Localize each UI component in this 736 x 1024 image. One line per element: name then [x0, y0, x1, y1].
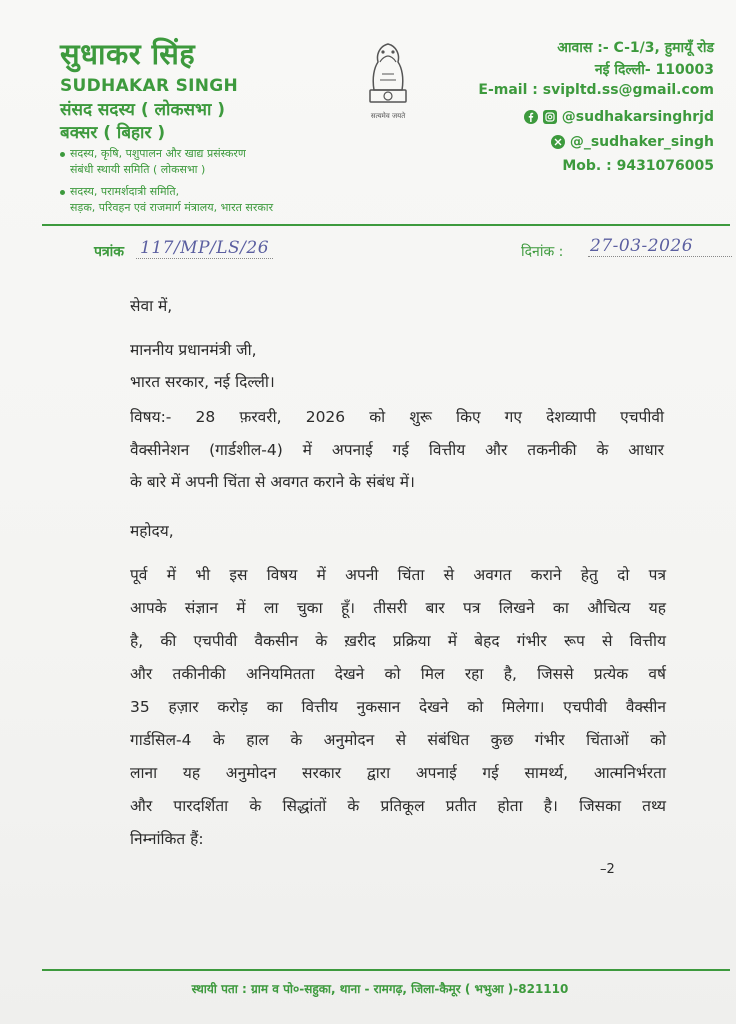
paragraph-line: और तकीनीकी अनियमितता देखने को मिल रहा है, जिससे प्रत्येक वर्ष: [130, 665, 666, 683]
paragraph-line: आपके संज्ञान में ला चुका हूँ। तीसरी बार पत्र लिखने का औचित्य यह: [130, 599, 666, 617]
sender-name-english: SUDHAKAR SINGH: [60, 76, 239, 96]
sender-post: संसद सदस्य ( लोकसभा ): [60, 100, 226, 120]
paragraph-line: निम्नांकित हैं:: [130, 830, 204, 848]
sender-constituency: बक्सर ( बिहार ): [60, 123, 166, 143]
national-emblem-icon: [356, 34, 420, 124]
instagram-icon: [543, 110, 557, 124]
committee-membership-2: [60, 184, 380, 216]
mobile-number: Mob. : 9431076005: [562, 158, 714, 174]
paragraph-line: और पारदर्शिता के सिद्धांतों के प्रतिकूल प्रतीत होता है। जिसका तथ्य: [130, 797, 666, 815]
date-value: 27-03-2026: [588, 236, 732, 257]
greeting: महोदय,: [130, 522, 174, 540]
residence-address-line1: आवास :- C-1/3, हुमायूँ रोड: [557, 40, 714, 56]
date-label: दिनांक :: [521, 244, 564, 260]
reference-label: पत्रांक: [94, 244, 125, 260]
facebook-handle: @sudhakarsinghrjd: [561, 109, 714, 125]
addressee-line1: माननीय प्रधानमंत्री जी,: [130, 341, 257, 359]
paragraph-line: 35 हज़ार करोड़ का वित्तीय नुकसान देखने को मिलेगा। एचपीवी वैक्सीन: [130, 698, 666, 716]
committee-2-line1: सदस्य, परामर्शदात्री समिति,: [70, 185, 180, 198]
x-handle-row: [551, 134, 714, 150]
committee-1-line2: संबंधी स्थायी समिति ( लोकसभा ): [70, 163, 206, 176]
salutation-to: सेवा में,: [130, 297, 173, 315]
permanent-address: स्थायी पता : ग्राम व पो०-सहुका, थाना - रामगढ़, जिला-कैमूर ( भभुआ )-821110: [191, 982, 569, 996]
paragraph-line: गार्डसिल-4 के हाल के अनुमोदन से संबंधित कुछ गंभीर चिंताओं को: [130, 731, 666, 749]
x-twitter-icon: [551, 135, 565, 149]
paragraph-line: लाना यह अनुमोदन सरकार द्वारा अपनाई गई सामर्थ्य, आत्मनिर्भरता: [130, 764, 666, 782]
reference-number: 117/MP/LS/26: [136, 238, 273, 259]
facebook-instagram-handle: [524, 109, 714, 125]
facebook-icon: [524, 110, 538, 124]
committee-membership-1: [60, 146, 380, 178]
email-address: E-mail : svipltd.ss@gmail.com: [478, 82, 714, 98]
bullet-icon: [60, 190, 65, 195]
bullet-icon: [60, 152, 65, 157]
sender-name-hindi: सुधाकर सिंह: [60, 37, 196, 71]
paragraph-line: है, की एचपीवी वैकसीन के ख़रीद प्रक्रिया में बेहद गंभीर रूप से वित्तीय: [130, 632, 666, 650]
x-handle: @_sudhaker_singh: [569, 134, 714, 150]
page-continuation-marker: –2: [600, 862, 615, 877]
subject-line: के बारे में अपनी चिंता से अवगत कराने के संबंध में।: [130, 473, 415, 491]
addressee-line2: भारत सरकार, नई दिल्ली।: [130, 373, 275, 391]
emblem-motto: सत्यमेव जयते: [370, 112, 406, 120]
paragraph-line: पूर्व में भी इस विषय में अपनी चिंता से अवगत कराने हेतु दो पत्र: [130, 566, 666, 584]
residence-address-line2: नई दिल्ली- 110003: [594, 62, 714, 78]
committee-1-line1: सदस्य, कृषि, पशुपालन और खाद्य प्रसंस्करण: [70, 147, 246, 160]
subject-line: विषय:- 28 फ़रवरी, 2026 को शुरू किए गए देशव्यापी एचपीवी: [130, 408, 664, 426]
committee-2-line2: सड़क, परिवहन एवं राजमार्ग मंत्रालय, भारत सरकार: [70, 201, 274, 214]
header-divider: [42, 224, 730, 226]
footer-divider: [42, 969, 730, 971]
subject-line: वैक्सीनेशन (गार्डशील-4) में अपनाई गई वित्तीय और तकनीकी के आधार: [130, 441, 664, 459]
